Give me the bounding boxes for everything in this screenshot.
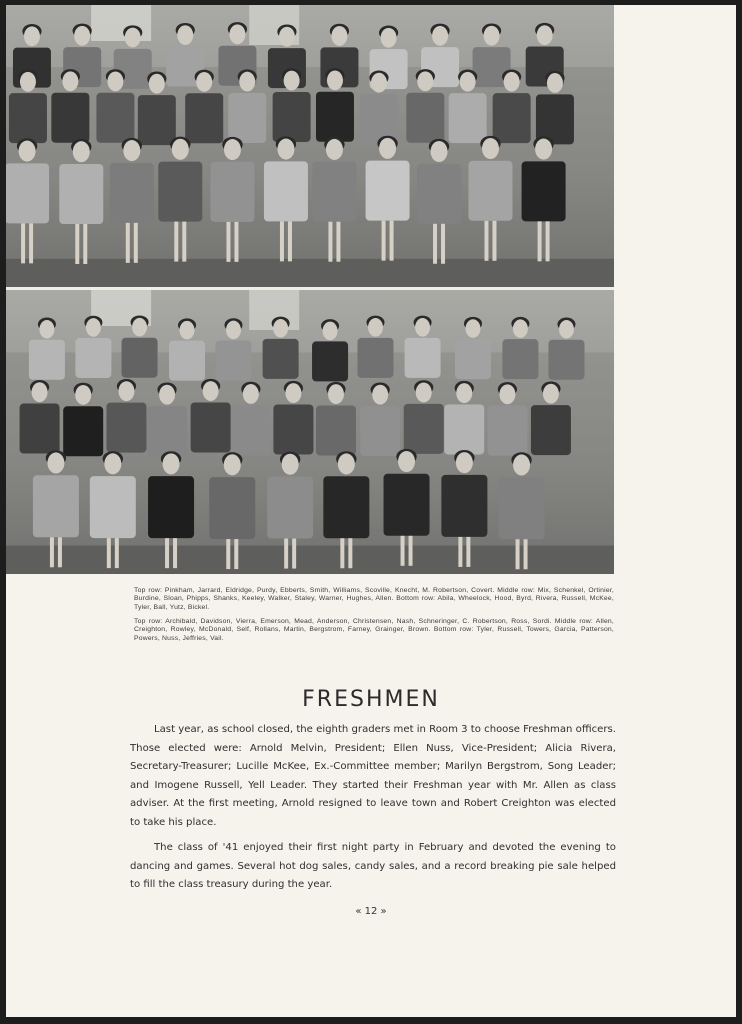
photo-caption-top-group: Top row: Pinkham, Jarrard, Eldridge, Purdy, Ebberts, Smith, Williams, Scoville, Knecht, M. Robertson, Covert. Middle row: Mix, Schenkel, Ortinier, Burdine, Sloan, Phipps, Shanks, Keeley, Walker, Staley, Warner, Hughes, Allen. Bottom row: Abila, Wheelock, Hood, Byrd, Rivera, Russell, McKee, Tyler, Ball, Yutz, Bickel. <box>134 587 614 611</box>
yearbook-page <box>6 5 736 1017</box>
class-photo-bottom-image <box>6 290 614 574</box>
body-paragraph-2: The class of '41 enjoyed their first night party in February and devoted the evening to dancing and games. Several hot dog sales, candy sales, and a record breaking pie sale helped to fill the class treasury during the year. <box>130 842 616 891</box>
class-photo-top-image <box>6 5 614 287</box>
page-number: « 12 » <box>355 906 387 917</box>
photo-caption-bottom-group: Top row: Archibald, Davidson, Vierra, Emerson, Mead, Anderson, Christensen, Nash, Schneringer, C. Robertson, Ross, Sordi. Middle row: Allen, Creighton, Rowley, McDonald, Self, Rollans, Martin, Bergstrom, Farney, Grainger, Brown. Bottom row: Tyler, Russell, Towers, Garcia, Patterson, Powers, Nuss, Jeffries, Vail. <box>134 618 614 642</box>
section-heading: FRESHMEN <box>302 687 440 712</box>
class-photo-bottom <box>6 290 614 574</box>
class-photo-top <box>6 5 614 287</box>
body-paragraph-1: Last year, as school closed, the eighth graders met in Room 3 to choose Freshman officers. Those elected were: Arnold Melvin, President; Ellen Nuss, Vice-President; Alicia Rivera, Secretary-Treasurer; Lucille McKee, Ex.-Committee member; Marilyn Bergstrom, Song Leader; and Imogene Russell, Yell Leader. They started their Freshman year with Mr. Allen as class adviser. At the first meeting, Arnold resigned to leave town and Robert Creighton was elected to take his place. <box>130 724 616 828</box>
